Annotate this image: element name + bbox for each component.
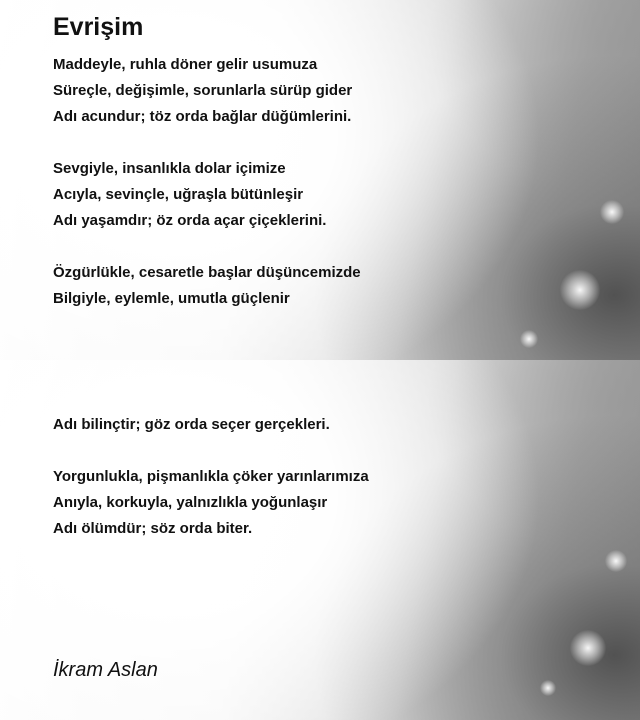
stanza bbox=[53, 52, 613, 130]
sparkle-decoration bbox=[540, 680, 556, 696]
poem-line: Adı ölümdür; söz orda biter. bbox=[53, 520, 253, 537]
poem-author: İkram Aslan bbox=[53, 659, 158, 681]
stanza bbox=[53, 464, 613, 542]
poem-line: Bilgiyle, eylemle, umutla güçlenir bbox=[53, 290, 290, 307]
sparkle-decoration bbox=[570, 630, 606, 666]
poem-title: Evrişim bbox=[53, 13, 144, 41]
poem-line: Adı yaşamdır; öz orda açar çiçeklerini. bbox=[53, 212, 327, 229]
poem-line: Süreçle, değişimle, sorunlarla sürüp gider bbox=[53, 82, 353, 99]
poem-card-bottom bbox=[0, 360, 640, 720]
stanza bbox=[53, 412, 613, 438]
poem-line: Sevgiyle, insanlıkla dolar içimize bbox=[53, 160, 286, 177]
poem-line: Maddeyle, ruhla döner gelir usumuza bbox=[53, 56, 318, 73]
poem-line: Adı bilinçtir; göz orda seçer gerçekleri. bbox=[53, 416, 330, 433]
poem-body-part-1 bbox=[53, 52, 613, 338]
poem-line: Özgürlükle, cesaretle başlar düşüncemizde bbox=[53, 264, 361, 281]
poem-body-part-2 bbox=[53, 412, 613, 568]
stanza bbox=[53, 156, 613, 234]
poem-line: Acıyla, sevinçle, uğraşla bütünleşir bbox=[53, 186, 304, 203]
poem-line: Yorgunlukla, pişmanlıkla çöker yarınlarımıza bbox=[53, 468, 369, 485]
stanza bbox=[53, 260, 613, 312]
poem-line: Adı acundur; töz orda bağlar düğümlerini. bbox=[53, 108, 352, 125]
poem-line: Anıyla, korkuyla, yalnızlıkla yoğunlaşır bbox=[53, 494, 328, 511]
